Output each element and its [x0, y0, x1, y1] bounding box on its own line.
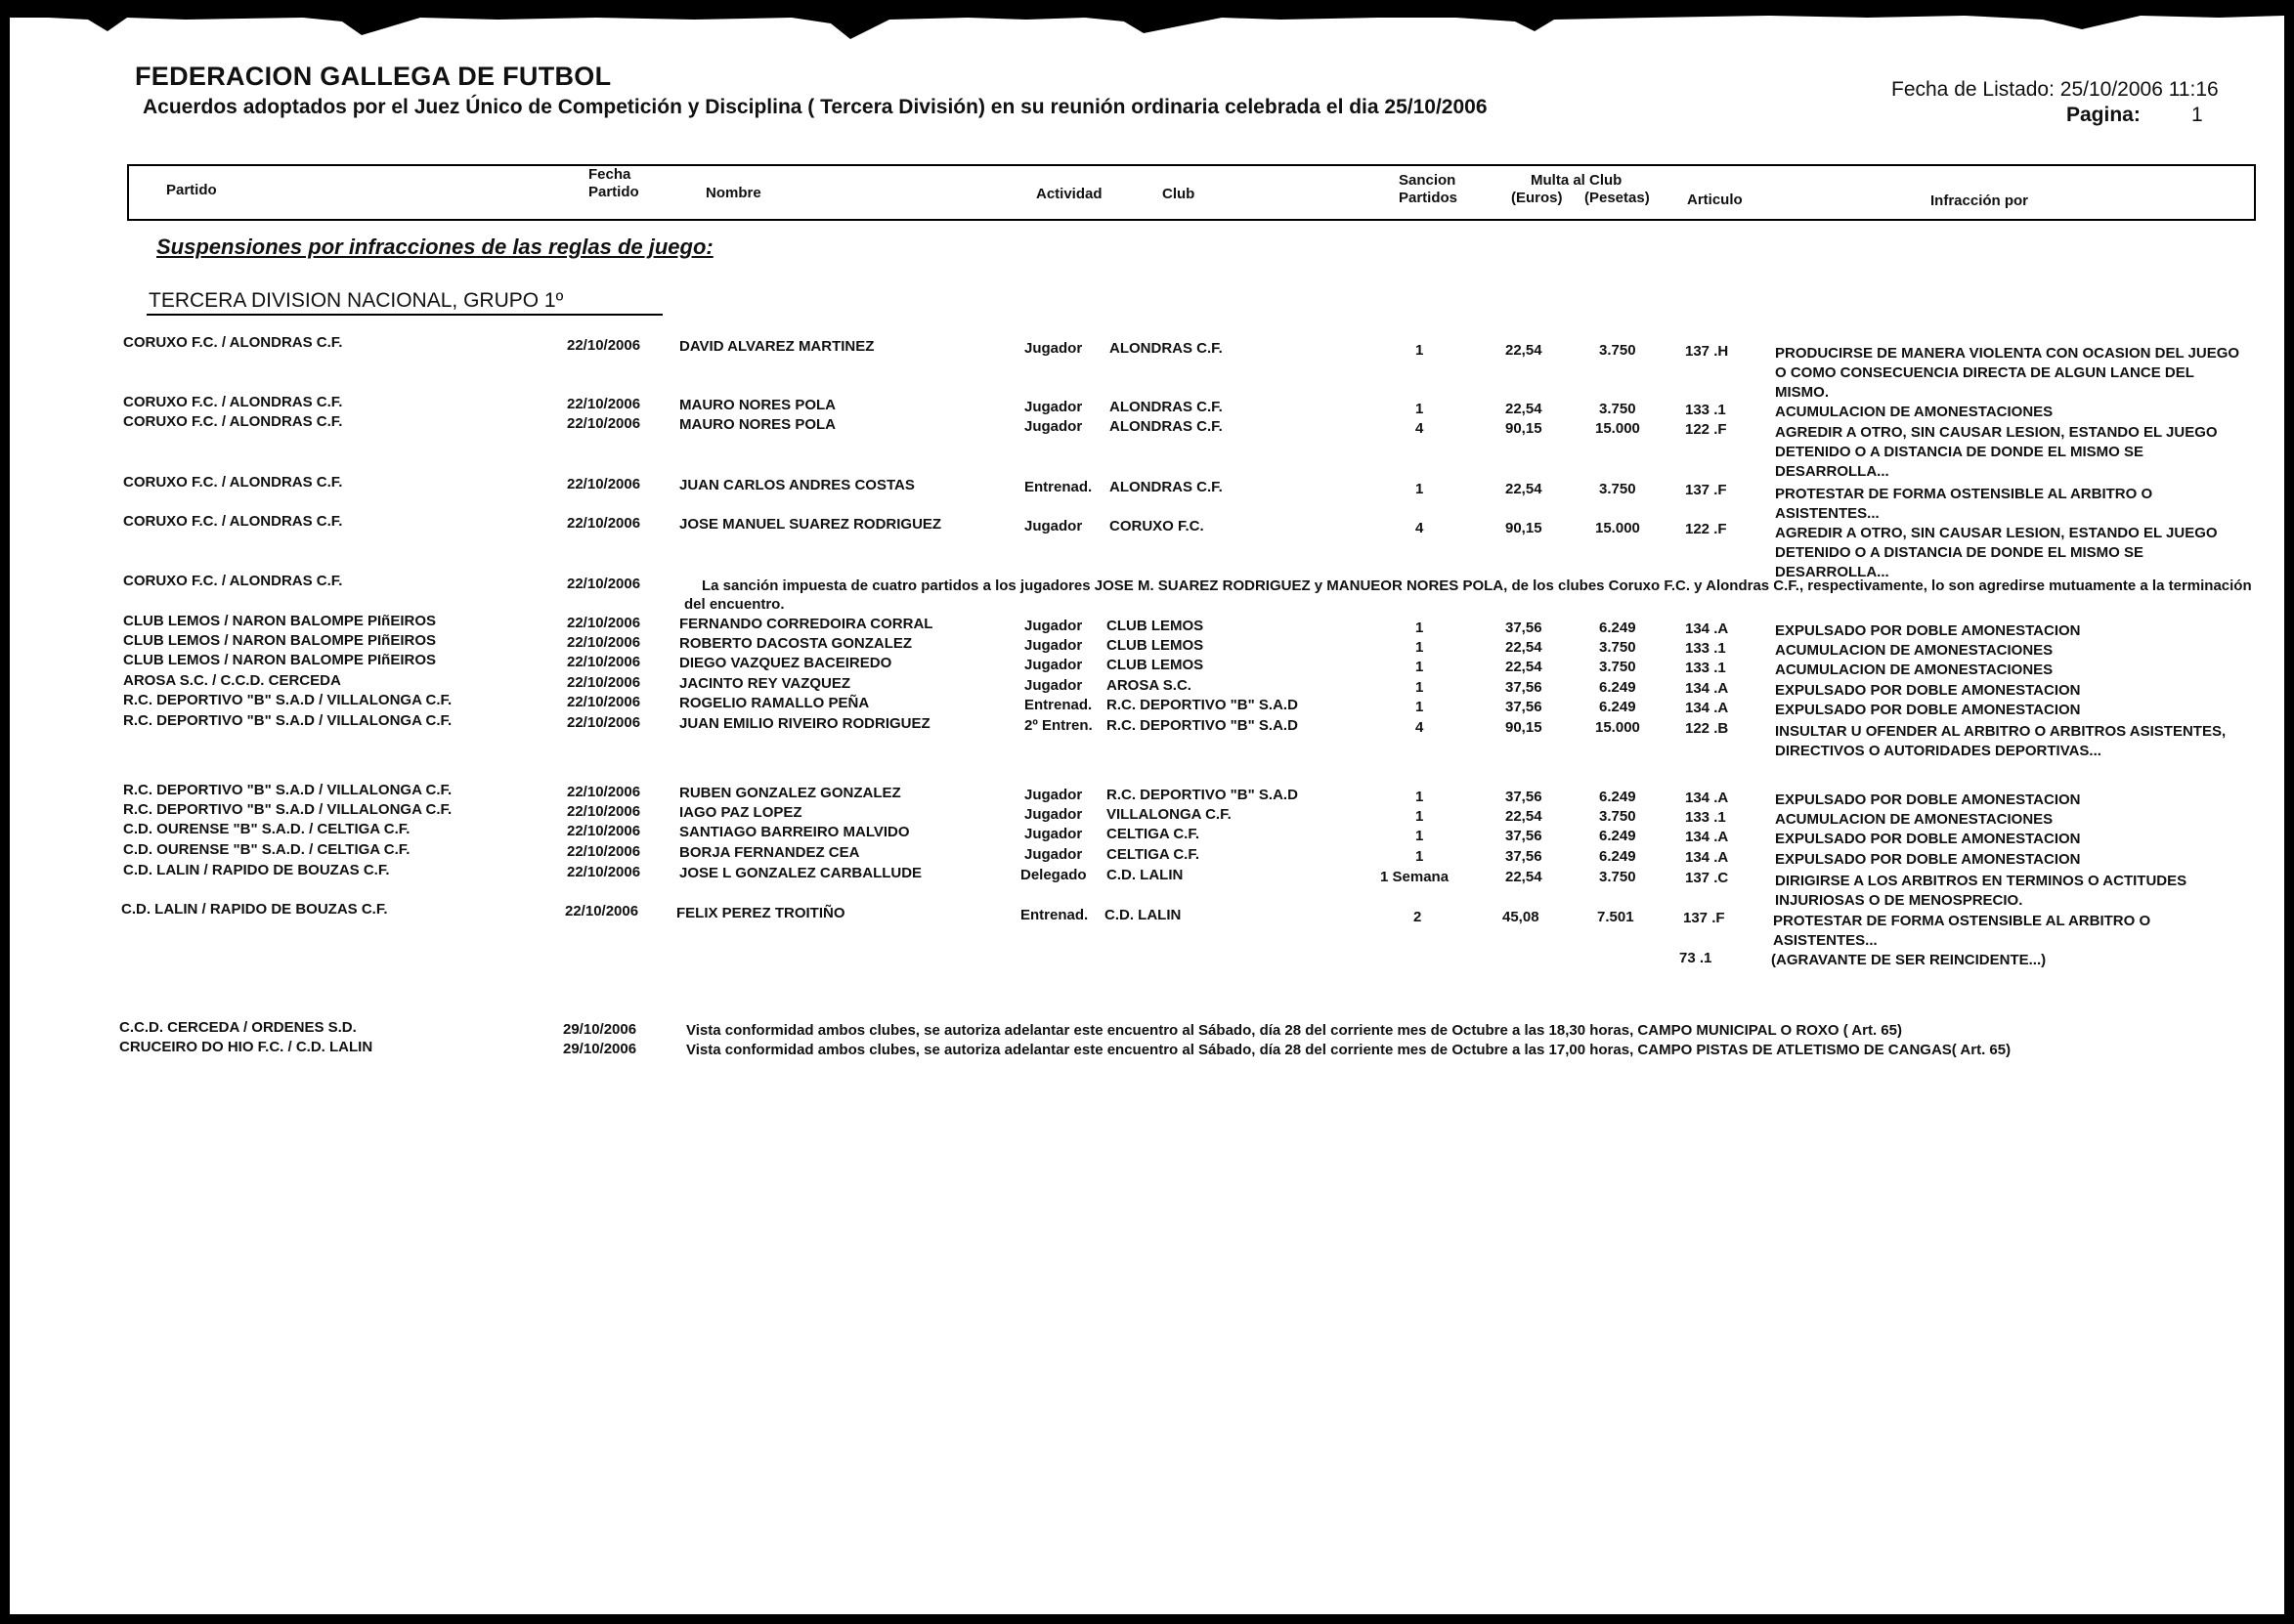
row-actividad: Jugador — [1024, 846, 1083, 863]
note-text: La sanción impuesta de cuatro partidos a los jugadores JOSE M. SUAREZ RODRIGUEZ y MANUEOR NORES POLA, de los clubes Coruxo F.C. y Alondras C.F., respectivamente, lo son agredirse mutuamente a la terminación del encuentro. — [684, 577, 2252, 613]
row-fecha: 22/10/2006 — [567, 337, 641, 354]
group-title: TERCERA DIVISION NACIONAL, GRUPO 1º — [149, 289, 564, 312]
col-articulo: Articulo — [1687, 192, 1743, 208]
row-pesetas: 6.249 — [1599, 620, 1636, 636]
row-nombre: JUAN EMILIO RIVEIRO RODRIGUEZ — [679, 715, 931, 732]
row-fecha: 22/10/2006 — [567, 823, 641, 839]
row-partido: CLUB LEMOS / NARON BALOMPE PIñEIROS — [123, 632, 437, 649]
row-articulo: 137 .C — [1685, 870, 1729, 886]
row-sancion: 1 — [1415, 342, 1424, 359]
row-pesetas: 6.249 — [1599, 679, 1636, 696]
row-sancion: 1 — [1415, 848, 1424, 865]
row-euros: 37,56 — [1505, 789, 1542, 805]
col-partido: Partido — [166, 182, 217, 198]
row-club: C.D. LALIN — [1106, 867, 1184, 883]
row-partido: C.D. OURENSE "B" S.A.D. / CELTIGA C.F. — [123, 841, 411, 858]
page-label: Pagina: — [2066, 104, 2141, 126]
col-fecha-1: Fecha — [588, 166, 631, 183]
note-fecha: 22/10/2006 — [567, 576, 641, 592]
listing-date: Fecha de Listado: 25/10/2006 11:16 — [1891, 78, 2219, 101]
row-partido: CORUXO F.C. / ALONDRAS C.F. — [123, 513, 343, 530]
schedule-fecha: 29/10/2006 — [563, 1041, 637, 1057]
col-pesetas: (Pesetas) — [1584, 190, 1650, 206]
row-partido: R.C. DEPORTIVO "B" S.A.D / VILLALONGA C.F. — [123, 692, 453, 708]
row-infraccion: EXPULSADO POR DOBLE AMONESTACION — [1775, 831, 2081, 847]
row-nombre: JUAN CARLOS ANDRES COSTAS — [679, 477, 915, 493]
row-articulo: 122 .B — [1685, 720, 1729, 737]
row-infraccion: EXPULSADO POR DOBLE AMONESTACION — [1775, 622, 2081, 639]
row-articulo: 133 .1 — [1685, 809, 1726, 826]
row-euros: 45,08 — [1502, 909, 1539, 925]
row-partido: R.C. DEPORTIVO "B" S.A.D / VILLALONGA C.F. — [123, 801, 453, 818]
row-sancion: 4 — [1415, 420, 1424, 437]
row-partido: CLUB LEMOS / NARON BALOMPE PIñEIROS — [123, 652, 437, 668]
row-actividad: 2º Entren. — [1024, 717, 1093, 734]
row-club: R.C. DEPORTIVO "B" S.A.D — [1106, 787, 1298, 803]
row-infraccion: ACUMULACION DE AMONESTACIONES — [1775, 662, 2054, 678]
row-articulo: 133 .1 — [1685, 660, 1726, 676]
row-club: VILLALONGA C.F. — [1106, 806, 1232, 823]
row-partido: CORUXO F.C. / ALONDRAS C.F. — [123, 394, 343, 410]
row-club: R.C. DEPORTIVO "B" S.A.D — [1106, 717, 1298, 734]
document-subtitle: Acuerdos adoptados por el Juez Único de Competición y Disciplina ( Tercera División) en su reunión ordinaria celebrada el dia 25/10/2006 — [143, 96, 1488, 118]
row-nombre: MAURO NORES POLA — [679, 397, 837, 413]
row-sancion: 4 — [1415, 719, 1424, 736]
row-pesetas: 3.750 — [1599, 639, 1636, 656]
row-nombre: BORJA FERNANDEZ CEA — [679, 844, 860, 861]
row-club: R.C. DEPORTIVO "B" S.A.D — [1106, 697, 1298, 713]
group-title-underline — [147, 314, 663, 316]
row-sancion: 1 — [1415, 659, 1424, 675]
row-pesetas: 3.750 — [1599, 869, 1636, 885]
row-infraccion: ACUMULACION DE AMONESTACIONES — [1775, 811, 2054, 828]
row-euros: 37,56 — [1505, 699, 1542, 715]
row-actividad: Jugador — [1024, 418, 1083, 435]
page-number: 1 — [2191, 104, 2203, 126]
row-club: ALONDRAS C.F. — [1109, 479, 1223, 495]
row-nombre: SANTIAGO BARREIRO MALVIDO — [679, 824, 910, 840]
row-euros: 90,15 — [1505, 719, 1542, 736]
org-title: FEDERACION GALLEGA DE FUTBOL — [135, 62, 612, 91]
row-fecha: 22/10/2006 — [567, 784, 641, 800]
note-partido: CORUXO F.C. / ALONDRAS C.F. — [123, 573, 343, 589]
row-fecha: 22/10/2006 — [567, 843, 641, 860]
row-partido: C.D. OURENSE "B" S.A.D. / CELTIGA C.F. — [123, 821, 411, 837]
row-pesetas: 3.750 — [1599, 808, 1636, 825]
row-articulo: 134 .A — [1685, 829, 1729, 845]
row-nombre: DIEGO VAZQUEZ BACEIREDO — [679, 655, 892, 671]
row-actividad: Jugador — [1024, 618, 1083, 634]
row-fecha: 22/10/2006 — [567, 654, 641, 670]
col-actividad: Actividad — [1036, 186, 1103, 202]
schedule-text: Vista conformidad ambos clubes, se autoriza adelantar este encuentro al Sábado, día 28 del corriente mes de Octubre a las 18,30 horas, CAMPO MUNICIPAL O ROXO ( Art. 65) — [686, 1022, 1902, 1039]
schedule-partido: C.C.D. CERCEDA / ORDENES S.D. — [119, 1019, 357, 1036]
row-nombre: FELIX PEREZ TROITIÑO — [676, 905, 845, 921]
col-sancion-1: Sancion — [1399, 172, 1456, 189]
row-infraccion: EXPULSADO POR DOBLE AMONESTACION — [1775, 851, 2081, 868]
row-pesetas: 6.249 — [1599, 789, 1636, 805]
row-euros: 22,54 — [1505, 342, 1542, 359]
row-infraccion: AGREDIR A OTRO, SIN CAUSAR LESION, ESTANDO EL JUEGO DETENIDO O A DISTANCIA DE DONDE EL MISMO SE DESARROLLA... — [1775, 424, 2218, 480]
row-club: ALONDRAS C.F. — [1109, 340, 1223, 357]
row-sancion: 1 Semana — [1380, 869, 1450, 885]
row-infraccion: EXPULSADO POR DOBLE AMONESTACION — [1775, 682, 2081, 699]
row-nombre: FERNANDO CORREDOIRA CORRAL — [679, 616, 933, 632]
col-infraccion: Infracción por — [1930, 192, 2029, 209]
row-pesetas: 3.750 — [1599, 342, 1636, 359]
document-page — [10, 10, 2284, 1614]
row-club: ALONDRAS C.F. — [1109, 399, 1223, 415]
row-club: CLUB LEMOS — [1106, 618, 1204, 634]
row-euros: 22,54 — [1505, 639, 1542, 656]
row-actividad: Jugador — [1024, 399, 1083, 415]
col-euros: (Euros) — [1511, 190, 1563, 206]
row-sancion: 1 — [1415, 639, 1424, 656]
row-euros: 37,56 — [1505, 679, 1542, 696]
row-infraccion: EXPULSADO POR DOBLE AMONESTACION — [1775, 702, 2081, 718]
row-pesetas: 7.501 — [1597, 909, 1634, 925]
row-infraccion: ACUMULACION DE AMONESTACIONES — [1775, 642, 2054, 659]
row-actividad: Entrenad. — [1024, 697, 1093, 713]
col-nombre: Nombre — [706, 185, 761, 201]
row-fecha: 22/10/2006 — [567, 714, 641, 731]
row-club: AROSA S.C. — [1106, 677, 1191, 694]
row-euros: 90,15 — [1505, 520, 1542, 536]
row-sancion: 2 — [1413, 909, 1422, 925]
row-partido: CLUB LEMOS / NARON BALOMPE PIñEIROS — [123, 613, 437, 629]
row-euros: 22,54 — [1505, 808, 1542, 825]
torn-edge — [10, 10, 2284, 49]
row-nombre: DAVID ALVAREZ MARTINEZ — [679, 338, 875, 355]
row-infraccion: EXPULSADO POR DOBLE AMONESTACION — [1775, 791, 2081, 808]
schedule-text: Vista conformidad ambos clubes, se autoriza adelantar este encuentro al Sábado, día 28 del corriente mes de Octubre a las 17,00 horas, CAMPO PISTAS DE ATLETISMO DE CANGAS( Art. 65) — [686, 1042, 2012, 1058]
row-actividad: Jugador — [1024, 518, 1083, 534]
row-fecha: 22/10/2006 — [567, 694, 641, 710]
row-articulo: 137 .F — [1683, 910, 1725, 926]
row-pesetas: 3.750 — [1599, 659, 1636, 675]
row-articulo: 134 .A — [1685, 700, 1729, 716]
row-actividad: Jugador — [1024, 806, 1083, 823]
row-articulo: 122 .F — [1685, 521, 1727, 537]
row-club: ALONDRAS C.F. — [1109, 418, 1223, 435]
row-nombre: JOSE MANUEL SUAREZ RODRIGUEZ — [679, 516, 942, 533]
row-pesetas: 6.249 — [1599, 828, 1636, 844]
row-nombre: ROBERTO DACOSTA GONZALEZ — [679, 635, 913, 652]
row-euros: 37,56 — [1505, 828, 1542, 844]
row-euros: 37,56 — [1505, 620, 1542, 636]
row-articulo: 133 .1 — [1685, 402, 1726, 418]
row-sancion: 1 — [1415, 481, 1424, 497]
row-nombre: RUBEN GONZALEZ GONZALEZ — [679, 785, 901, 801]
row-euros: 37,56 — [1505, 848, 1542, 865]
row-fecha: 22/10/2006 — [567, 476, 641, 492]
row-sancion: 1 — [1415, 828, 1424, 844]
row-actividad: Delegado — [1020, 867, 1087, 883]
row-club: CELTIGA C.F. — [1106, 826, 1199, 842]
row-actividad: Jugador — [1024, 637, 1083, 654]
row-pesetas: 3.750 — [1599, 481, 1636, 497]
row-club: C.D. LALIN — [1104, 907, 1182, 923]
row-euros: 90,15 — [1505, 420, 1542, 437]
row-articulo: 137 .F — [1685, 482, 1727, 498]
extra-infraccion: (AGRAVANTE DE SER REINCIDENTE...) — [1771, 952, 2047, 968]
row-sancion: 1 — [1415, 401, 1424, 417]
row-fecha: 22/10/2006 — [567, 864, 641, 880]
row-sancion: 1 — [1415, 620, 1424, 636]
col-club: Club — [1162, 186, 1195, 202]
row-fecha: 22/10/2006 — [567, 515, 641, 532]
row-club: CORUXO F.C. — [1109, 518, 1204, 534]
row-partido: CORUXO F.C. / ALONDRAS C.F. — [123, 413, 343, 430]
row-infraccion: AGREDIR A OTRO, SIN CAUSAR LESION, ESTANDO EL JUEGO DETENIDO O A DISTANCIA DE DONDE EL MISMO SE DESARROLLA... — [1775, 525, 2218, 580]
row-euros: 22,54 — [1505, 869, 1542, 885]
row-partido: R.C. DEPORTIVO "B" S.A.D / VILLALONGA C.F. — [123, 782, 453, 798]
row-club: CLUB LEMOS — [1106, 657, 1204, 673]
row-fecha: 22/10/2006 — [567, 615, 641, 631]
row-euros: 22,54 — [1505, 659, 1542, 675]
row-sancion: 1 — [1415, 789, 1424, 805]
row-articulo: 134 .A — [1685, 790, 1729, 806]
row-fecha: 22/10/2006 — [567, 396, 641, 412]
row-nombre: JOSE L GONZALEZ CARBALLUDE — [679, 865, 923, 881]
row-articulo: 134 .A — [1685, 620, 1729, 637]
row-articulo: 137 .H — [1685, 343, 1729, 360]
row-actividad: Entrenad. — [1024, 479, 1093, 495]
row-articulo: 122 .F — [1685, 421, 1727, 438]
row-actividad: Jugador — [1024, 787, 1083, 803]
row-actividad: Entrenad. — [1020, 907, 1089, 923]
row-infraccion: PROTESTAR DE FORMA OSTENSIBLE AL ARBITRO O ASISTENTES... — [1773, 913, 2151, 949]
row-actividad: Jugador — [1024, 657, 1083, 673]
column-header-box — [127, 164, 2256, 221]
row-fecha: 22/10/2006 — [567, 674, 641, 691]
row-sancion: 4 — [1415, 520, 1424, 536]
row-partido: C.D. LALIN / RAPIDO DE BOUZAS C.F. — [121, 901, 388, 918]
row-fecha: 22/10/2006 — [565, 903, 639, 919]
row-infraccion: PRODUCIRSE DE MANERA VIOLENTA CON OCASION DEL JUEGO O COMO CONSECUENCIA DIRECTA DE ALGUN LANCE DEL MISMO. — [1775, 345, 2240, 401]
row-euros: 22,54 — [1505, 481, 1542, 497]
row-pesetas: 15.000 — [1595, 719, 1640, 736]
row-nombre: IAGO PAZ LOPEZ — [679, 804, 802, 821]
row-partido: CORUXO F.C. / ALONDRAS C.F. — [123, 474, 343, 491]
row-sancion: 1 — [1415, 808, 1424, 825]
row-nombre: MAURO NORES POLA — [679, 416, 837, 433]
schedule-partido: CRUCEIRO DO HIO F.C. / C.D. LALIN — [119, 1039, 373, 1055]
row-partido: R.C. DEPORTIVO "B" S.A.D / VILLALONGA C.F. — [123, 712, 453, 729]
row-fecha: 22/10/2006 — [567, 415, 641, 432]
row-actividad: Jugador — [1024, 677, 1083, 694]
row-nombre: ROGELIO RAMALLO PEÑA — [679, 695, 870, 711]
row-partido: CORUXO F.C. / ALONDRAS C.F. — [123, 334, 343, 351]
extra-articulo: 73 .1 — [1679, 950, 1712, 966]
row-articulo: 134 .A — [1685, 680, 1729, 697]
row-actividad: Jugador — [1024, 340, 1083, 357]
col-sancion-2: Partidos — [1399, 190, 1458, 206]
row-infraccion: INSULTAR U OFENDER AL ARBITRO O ARBITROS ASISTENTES, DIRECTIVOS O AUTORIDADES DEPORTIVAS... — [1775, 723, 2227, 759]
row-pesetas: 3.750 — [1599, 401, 1636, 417]
row-sancion: 1 — [1415, 699, 1424, 715]
col-fecha-2: Partido — [588, 184, 639, 200]
row-articulo: 133 .1 — [1685, 640, 1726, 657]
row-partido: AROSA S.C. / C.C.D. CERCEDA — [123, 672, 341, 689]
row-club: CLUB LEMOS — [1106, 637, 1204, 654]
row-euros: 22,54 — [1505, 401, 1542, 417]
row-pesetas: 15.000 — [1595, 420, 1640, 437]
schedule-fecha: 29/10/2006 — [563, 1021, 637, 1038]
row-actividad: Jugador — [1024, 826, 1083, 842]
row-fecha: 22/10/2006 — [567, 634, 641, 651]
row-infraccion: ACUMULACION DE AMONESTACIONES — [1775, 404, 2054, 420]
row-pesetas: 15.000 — [1595, 520, 1640, 536]
row-pesetas: 6.249 — [1599, 699, 1636, 715]
section-title: Suspensiones por infracciones de las reglas de juego: — [156, 235, 714, 259]
row-infraccion: DIRIGIRSE A LOS ARBITROS EN TERMINOS O ACTITUDES INJURIOSAS O DE MENOSPRECIO. — [1775, 873, 2187, 909]
row-nombre: JACINTO REY VAZQUEZ — [679, 675, 851, 692]
row-partido: C.D. LALIN / RAPIDO DE BOUZAS C.F. — [123, 862, 390, 878]
row-club: CELTIGA C.F. — [1106, 846, 1199, 863]
col-multa: Multa al Club — [1531, 172, 1623, 189]
row-infraccion: PROTESTAR DE FORMA OSTENSIBLE AL ARBITRO O ASISTENTES... — [1775, 486, 2153, 522]
row-fecha: 22/10/2006 — [567, 803, 641, 820]
row-articulo: 134 .A — [1685, 849, 1729, 866]
row-sancion: 1 — [1415, 679, 1424, 696]
row-pesetas: 6.249 — [1599, 848, 1636, 865]
